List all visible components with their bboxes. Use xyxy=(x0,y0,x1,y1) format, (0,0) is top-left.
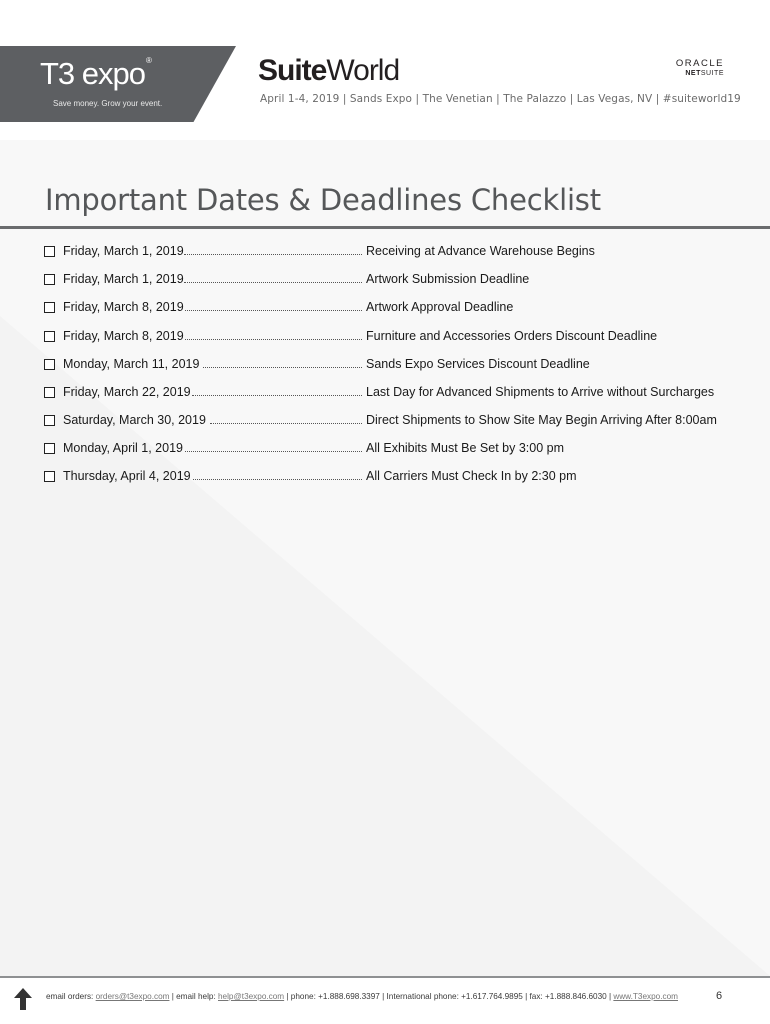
checkbox[interactable] xyxy=(44,471,55,482)
checklist-item xyxy=(44,357,744,375)
page-title: Important Dates & Deadlines Checklist xyxy=(45,183,601,217)
checklist-date: Monday, April 1, 2019 xyxy=(63,441,183,455)
email-orders-link[interactable]: orders@t3expo.com xyxy=(95,992,170,1001)
checklist-date: Monday, March 11, 2019 xyxy=(63,357,200,371)
checkbox[interactable] xyxy=(44,302,55,313)
checkbox[interactable] xyxy=(44,443,55,454)
checklist-date: Friday, March 22, 2019 xyxy=(63,385,191,399)
checklist-date: Friday, March 8, 2019 xyxy=(63,329,184,343)
suiteworld-logo xyxy=(258,54,399,88)
checklist-item xyxy=(44,244,744,262)
checkbox[interactable] xyxy=(44,359,55,370)
dot-leader xyxy=(185,339,362,340)
phone-fax-text: | phone: +1.888.698.3397 | International phone: +1.617.764.9895 | fax: +1.888.846.6030 | xyxy=(284,992,614,1001)
checklist-event: All Exhibits Must Be Set by 3:00 pm xyxy=(366,441,565,455)
oracle-netsuite-logo xyxy=(676,58,724,77)
oracle-wordmark: ORACLE xyxy=(675,58,724,69)
checklist-date: Friday, March 1, 2019 xyxy=(63,244,184,258)
arrow-up-icon[interactable] xyxy=(14,988,32,1010)
dot-leader xyxy=(184,282,362,283)
t3expo-tagline: Save money. Grow your event. xyxy=(53,99,163,108)
checklist-event: Artwork Approval Deadline xyxy=(366,300,514,314)
netsuite-rest: SUITE xyxy=(700,70,724,77)
checklist-event: Direct Shipments to Show Site May Begin Arriving After 8:00am xyxy=(366,413,717,427)
checklist-item xyxy=(44,385,744,403)
dot-leader xyxy=(184,254,362,255)
suiteworld-logo-bold: Suite xyxy=(258,54,327,87)
footer-contact xyxy=(46,992,678,1001)
page-footer xyxy=(0,978,770,1024)
netsuite-wordmark xyxy=(676,70,724,77)
checklist-event: All Carriers Must Check In by 2:30 pm xyxy=(366,469,577,483)
title-divider xyxy=(0,226,770,229)
page-number: 6 xyxy=(716,990,723,1002)
t3expo-logo[interactable] xyxy=(40,56,151,92)
dot-leader xyxy=(203,367,362,368)
checkbox[interactable] xyxy=(44,387,55,398)
email-help-link[interactable]: help@t3expo.com xyxy=(218,992,285,1001)
page-header xyxy=(0,0,770,140)
registered-mark: ® xyxy=(146,56,151,65)
checklist-item xyxy=(44,469,744,487)
t3expo-logo-text: T3 expo xyxy=(40,56,146,91)
dot-leader xyxy=(193,479,362,480)
dot-leader xyxy=(192,395,362,396)
checklist-item xyxy=(44,272,744,290)
checklist-event: Last Day for Advanced Shipments to Arrive without Surcharges xyxy=(366,385,715,399)
checklist-date: Friday, March 8, 2019 xyxy=(63,300,184,314)
checkbox[interactable] xyxy=(44,274,55,285)
checklist-event: Artwork Submission Deadline xyxy=(366,272,530,286)
checklist-item xyxy=(44,413,744,431)
checklist-item xyxy=(44,300,744,318)
checklist-item xyxy=(44,329,744,347)
email-help-label: | email help: xyxy=(169,992,218,1001)
checklist-date: Saturday, March 30, 2019 xyxy=(63,413,206,427)
checklist-event: Sands Expo Services Discount Deadline xyxy=(366,357,590,371)
dot-leader xyxy=(185,310,362,311)
website-link[interactable]: www.T3expo.com xyxy=(613,992,678,1001)
dot-leader xyxy=(185,451,362,452)
email-orders-label: email orders: xyxy=(46,992,96,1001)
netsuite-bold: NET xyxy=(685,70,701,77)
checklist-event: Furniture and Accessories Orders Discount Deadline xyxy=(366,329,658,343)
dot-leader xyxy=(210,423,362,424)
suiteworld-logo-light: World xyxy=(326,54,400,87)
checklist-event: Receiving at Advance Warehouse Begins xyxy=(366,244,595,258)
checklist-item xyxy=(44,441,744,459)
checkbox[interactable] xyxy=(44,415,55,426)
checkbox[interactable] xyxy=(44,331,55,342)
event-info: April 1-4, 2019 | Sands Expo | The Venetian | The Palazzo | Las Vegas, NV | #suiteworld19 xyxy=(260,93,741,105)
checklist-date: Thursday, April 4, 2019 xyxy=(63,469,191,483)
checklist-date: Friday, March 1, 2019 xyxy=(63,272,184,286)
checkbox[interactable] xyxy=(44,246,55,257)
